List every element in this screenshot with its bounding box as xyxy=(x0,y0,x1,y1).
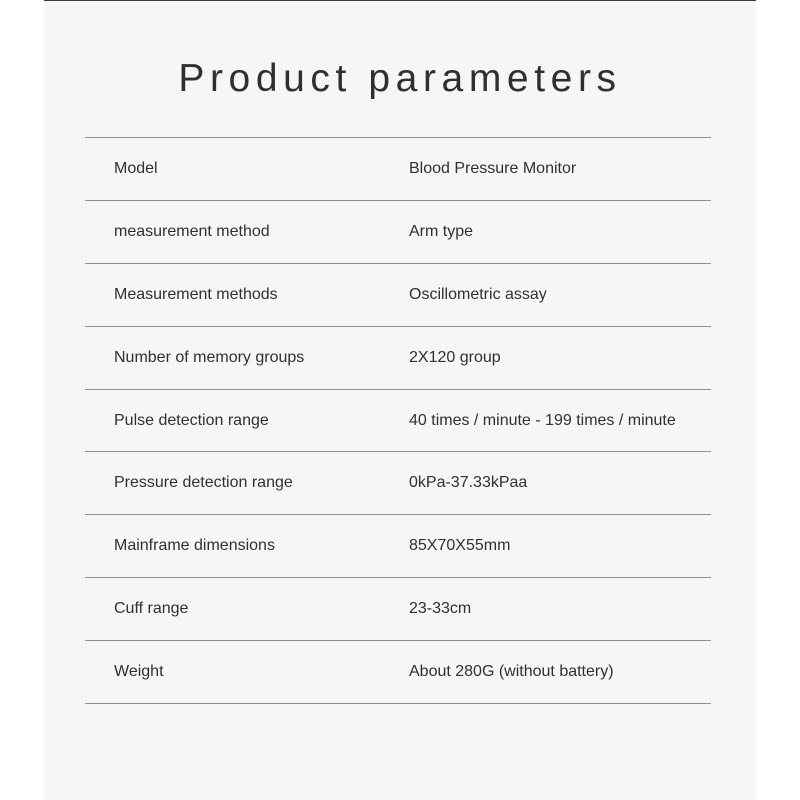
row-label: Mainframe dimensions xyxy=(114,537,275,555)
parameters-table xyxy=(85,137,711,704)
row-label: measurement method xyxy=(114,222,270,240)
table-row xyxy=(85,515,711,578)
row-label: Measurement methods xyxy=(114,285,278,303)
top-border xyxy=(44,0,756,1)
table-row xyxy=(85,327,711,390)
row-label: Model xyxy=(114,159,158,177)
table-row xyxy=(85,264,711,327)
row-value: 85X70X55mm xyxy=(409,537,511,555)
row-value: About 280G (without battery) xyxy=(409,663,614,681)
row-value: 2X120 group xyxy=(409,348,501,366)
row-value: 40 times / minute - 199 times / minute xyxy=(409,411,676,429)
row-label: Cuff range xyxy=(114,600,189,618)
table-row xyxy=(85,578,711,641)
row-label: Weight xyxy=(114,663,164,681)
table-row xyxy=(85,390,711,453)
row-label: Pulse detection range xyxy=(114,411,269,429)
row-value: Blood Pressure Monitor xyxy=(409,159,577,177)
row-value: Arm type xyxy=(409,222,474,240)
row-value: 0kPa-37.33kPaa xyxy=(409,474,528,492)
table-row xyxy=(85,452,711,515)
row-value: Oscillometric assay xyxy=(409,285,547,303)
table-row xyxy=(85,138,711,201)
table-row xyxy=(85,641,711,704)
row-label: Pressure detection range xyxy=(114,474,293,492)
table-row xyxy=(85,201,711,264)
row-label: Number of memory groups xyxy=(114,348,305,366)
page-title: Product parameters xyxy=(178,57,622,100)
row-value: 23-33cm xyxy=(409,600,472,618)
